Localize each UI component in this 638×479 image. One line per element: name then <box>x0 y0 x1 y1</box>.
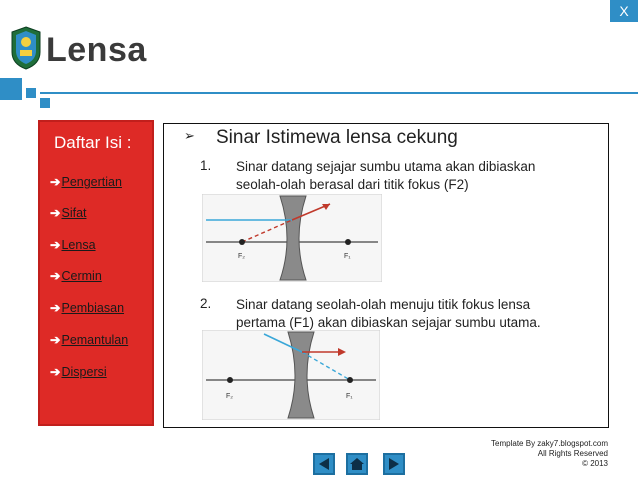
sidebar-title: Daftar Isi : <box>54 133 132 152</box>
decor-square <box>26 88 36 98</box>
sidebar-item-sifat[interactable]: ➔Sifat <box>50 206 87 220</box>
point-text: Sinar datang seolah-olah menuju titik fokus lensa pertama (F1) akan dibiaskan sejajar sumbu utama. <box>236 297 541 330</box>
arrow-right-icon: ➔ <box>50 333 61 347</box>
sidebar-item-lensa[interactable]: ➔Lensa <box>50 238 96 252</box>
arrow-right-icon: ➔ <box>50 175 61 189</box>
arrow-right-icon: ➔ <box>50 269 61 283</box>
arrow-right-icon <box>387 457 401 471</box>
next-button[interactable] <box>383 453 405 475</box>
arrow-right-icon: ➔ <box>50 206 61 220</box>
svg-text:F₁: F₁ <box>346 393 353 400</box>
svg-text:F₂: F₂ <box>226 393 233 400</box>
home-icon <box>349 457 365 471</box>
svg-text:F₁: F₁ <box>344 253 351 260</box>
sidebar-item-pembiasan[interactable]: ➔Pembiasan <box>50 301 125 315</box>
arrow-right-icon: ➔ <box>50 301 61 315</box>
logo-emblem-icon <box>10 26 42 70</box>
content-panel <box>163 123 609 428</box>
page-title: Lensa <box>46 31 147 69</box>
arrow-right-icon: ➔ <box>50 238 61 252</box>
home-button[interactable] <box>346 453 368 475</box>
point-number: 1. <box>200 158 212 173</box>
prev-button[interactable] <box>313 453 335 475</box>
svg-text:F₂: F₂ <box>238 253 245 260</box>
sidebar-item-dispersi[interactable]: ➔Dispersi <box>50 365 107 379</box>
concave-lens-diagram-2 <box>202 330 380 420</box>
arrow-right-icon: ➔ <box>50 365 61 379</box>
decor-square <box>0 78 22 100</box>
point-number: 2. <box>200 296 212 311</box>
content-heading: Sinar Istimewa lensa cekung <box>216 127 458 148</box>
close-button[interactable]: X <box>610 0 638 22</box>
sidebar <box>38 120 154 426</box>
header-divider <box>40 92 638 94</box>
sidebar-item-pemantulan[interactable]: ➔Pemantulan <box>50 333 129 347</box>
footer-credit: Template By zaky7.blogspot.com All Rights Reserved © 2013 <box>491 439 608 468</box>
bullet-arrow-icon: ➢ <box>184 128 195 143</box>
point-text: Sinar datang sejajar sumbu utama akan dibiaskan seolah-olah berasal dari titik fokus (F2) <box>236 159 536 192</box>
arrow-left-icon <box>317 457 331 471</box>
concave-lens-diagram-1 <box>202 194 382 282</box>
sidebar-item-cermin[interactable]: ➔Cermin <box>50 269 102 283</box>
sidebar-item-pengertian[interactable]: ➔Pengertian <box>50 175 122 189</box>
decor-square <box>40 98 50 108</box>
